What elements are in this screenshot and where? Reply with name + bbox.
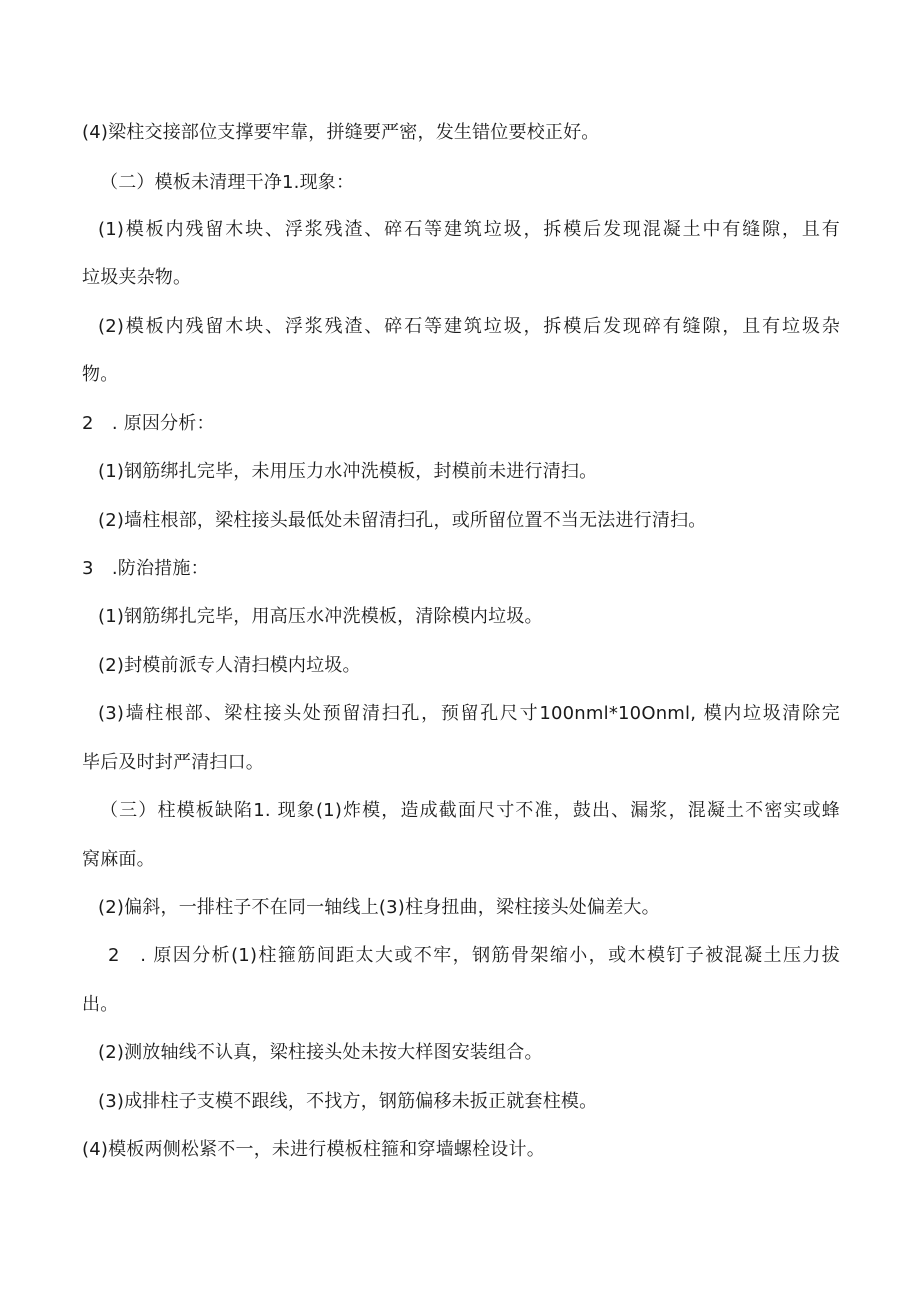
text-line: (4)模板两侧松紧不一，未进行模板柱箍和穿墙螺栓设计。 [82,1139,545,1160]
text-line: (2)偏斜，一排柱子不在同一轴线上(3)柱身扭曲，梁柱接头处偏差大。 [98,897,660,918]
text-line: 窝麻面。 [82,849,155,870]
text-line: 物。 [82,364,119,385]
text-line: 毕后及时封严清扫口。 [82,752,264,773]
text-line: 垃圾夹杂物。 [82,267,192,288]
text-line: (2)测放轴线不认真，梁柱接头处未按大样图安装组合。 [98,1042,543,1063]
text-line: (1)模板内残留木块、浮浆残渣、碎石等建筑垃圾，拆模后发现混凝土中有缝隙，且有 [98,219,840,240]
text-line: 出。 [82,994,119,1015]
section-heading: （二）模板未清理干净1.现象： [100,172,355,193]
text-line: (2)封模前派专人清扫模内垃圾。 [98,655,361,676]
text-line: (3)成排柱子支模不跟线，不找方，钢筋偏移未扳正就套柱模。 [98,1091,598,1112]
text-line: (2)模板内残留木块、浮浆残渣、碎石等建筑垃圾，拆模后发现碎有缝隙，且有垃圾杂 [98,316,840,337]
text-line: (2)墙柱根部，梁柱接头最低处未留清扫孔，或所留位置不当无法进行清扫。 [98,510,707,531]
text-line: (1)钢筋绑扎完毕，用高压水冲洗模板，清除模内垃圾。 [98,606,543,627]
section-heading: 3 .防治措施： [82,558,209,579]
text-line: (3)墙柱根部、梁柱接头处预留清扫孔，预留孔尺寸100nml*10Onml, 模内垃圾清除完 [98,703,840,724]
section-heading: （三）柱模板缺陷1. 现象(1)炸模，造成截面尺寸不准，鼓出、漏浆，混凝土不密实或蜂 [100,800,840,821]
text-line: 2 . 原因分析(1)柱箍筋间距太大或不牢，钢筋骨架缩小，或木模钉子被混凝土压力拔 [108,945,840,966]
text-line: (1)钢筋绑扎完毕，未用压力水冲洗模板，封模前未进行清扫。 [98,461,598,482]
section-heading: 2 . 原因分析： [82,413,215,434]
text-line: (4)梁柱交接部位支撑要牢靠，拼缝要严密，发生错位要校正好。 [82,122,600,143]
